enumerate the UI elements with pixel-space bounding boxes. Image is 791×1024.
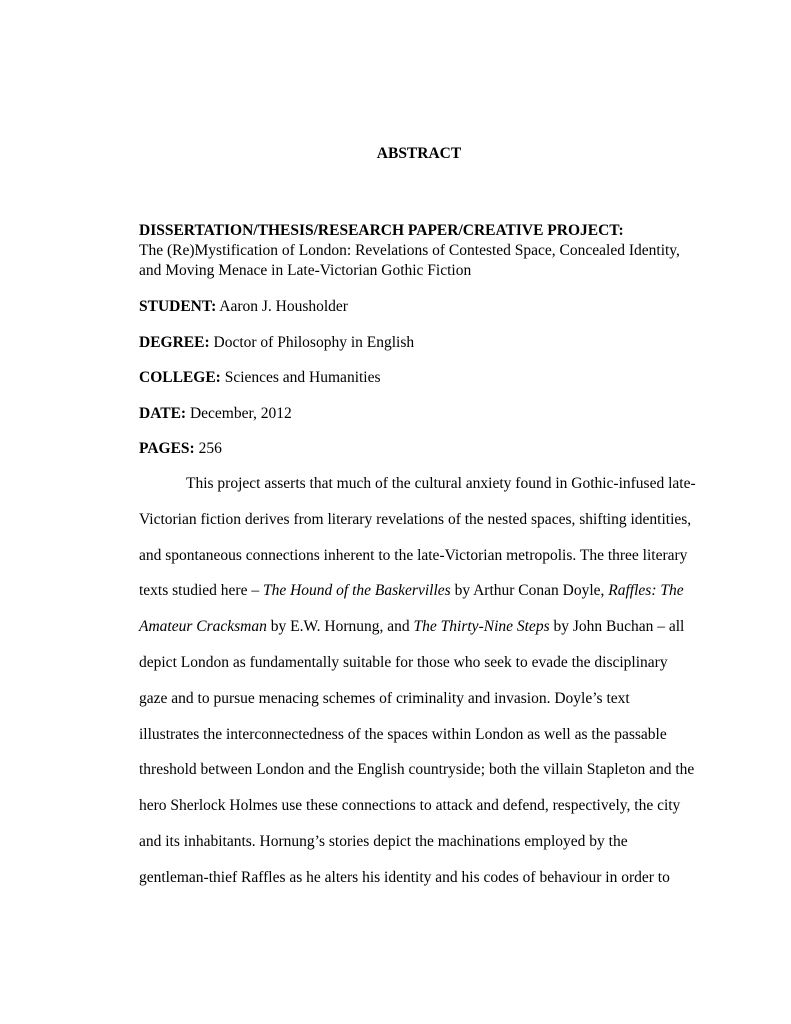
abstract-body bbox=[139, 474, 699, 904]
book-title-thirty-nine-steps: The Thirty-Nine Steps bbox=[413, 618, 550, 636]
body-line: and its inhabitants. Hornung’s stories depict the machinations employed by the bbox=[139, 832, 628, 850]
body-text-segment: texts studied here – bbox=[139, 582, 263, 600]
title-block bbox=[139, 221, 699, 281]
title-label: DISSERTATION/THESIS/RESEARCH PAPER/CREATIVE PROJECT: bbox=[139, 222, 624, 239]
title-line-2: and Moving Menace in Late-Victorian Gothic Fiction bbox=[139, 262, 472, 279]
body-line: gentleman-thief Raffles as he alters his identity and his codes of behaviour in order to bbox=[139, 868, 670, 886]
student-value: Aaron J. Housholder bbox=[216, 298, 348, 315]
degree-field bbox=[139, 333, 699, 353]
body-line: threshold between London and the English countryside; both the villain Stapleton and the bbox=[139, 761, 695, 779]
abstract-heading: ABSTRACT bbox=[376, 145, 462, 162]
book-title-raffles: Raffles: The bbox=[608, 582, 684, 600]
body-line: and spontaneous connections inherent to the late-Victorian metropolis. The three literary bbox=[139, 546, 688, 564]
college-field bbox=[139, 368, 699, 388]
pages-value: 256 bbox=[194, 440, 222, 457]
body-text-segment: by Arthur Conan Doyle, bbox=[450, 582, 609, 600]
student-field bbox=[139, 297, 699, 317]
body-line: depict London as fundamentally suitable for those who seek to evade the disciplinary bbox=[139, 653, 668, 671]
body-line bbox=[139, 581, 699, 617]
pages-field bbox=[139, 439, 699, 459]
date-value: December, 2012 bbox=[186, 405, 292, 422]
body-line: hero Sherlock Holmes use these connections to attack and defend, respectively, the city bbox=[139, 797, 681, 815]
body-line: gaze and to pursue menacing schemes of criminality and invasion. Doyle’s text bbox=[139, 689, 630, 707]
book-title-raffles-cont: Amateur Cracksman bbox=[139, 618, 267, 636]
date-field bbox=[139, 404, 699, 424]
body-text-segment: by E.W. Hornung, and bbox=[266, 618, 414, 636]
degree-value: Doctor of Philosophy in English bbox=[209, 334, 415, 351]
body-text-segment: by John Buchan – all bbox=[549, 618, 685, 636]
date-label: DATE: bbox=[139, 405, 187, 422]
body-line: Victorian fiction derives from literary revelations of the nested spaces, shifting identities, bbox=[139, 510, 692, 528]
body-line: This project asserts that much of the cultural anxiety found in Gothic-infused late- bbox=[186, 475, 696, 492]
college-value: Sciences and Humanities bbox=[220, 369, 381, 386]
college-label: COLLEGE: bbox=[139, 369, 221, 386]
pages-label: PAGES: bbox=[139, 440, 195, 457]
student-label: STUDENT: bbox=[139, 298, 217, 315]
degree-label: DEGREE: bbox=[139, 334, 210, 351]
body-line: illustrates the interconnectedness of the spaces within London as well as the passable bbox=[139, 725, 667, 743]
book-title-hound: The Hound of the Baskervilles bbox=[262, 582, 451, 600]
title-line-1: The (Re)Mystification of London: Revelations of Contested Space, Concealed Identity, bbox=[139, 242, 680, 259]
body-line bbox=[139, 617, 699, 653]
